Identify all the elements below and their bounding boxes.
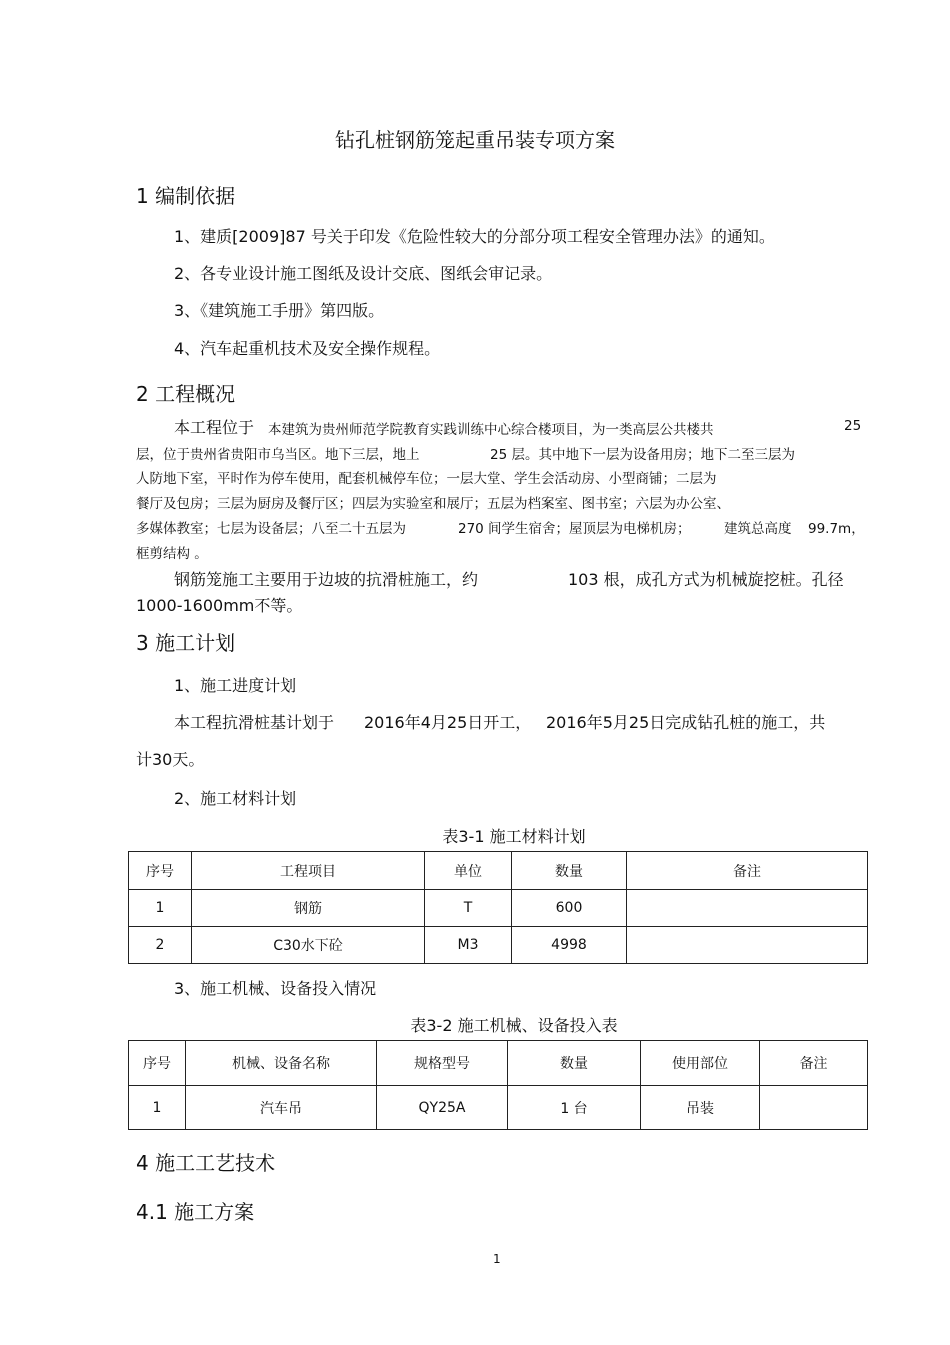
- table-cell: [627, 927, 868, 964]
- table-cell: 汽车吊: [186, 1086, 377, 1130]
- document-title: 钻孔桩钢筋笼起重吊装专项方案: [335, 128, 615, 152]
- table-header-cell: 序号: [129, 1041, 186, 1086]
- section-1-item-3: 3、《建筑施工手册》第四版。: [174, 301, 385, 320]
- overview-line-2a: 层，位于贵州省贵阳市乌当区。地下三层，地上: [136, 447, 420, 463]
- overview-line-5b: 270 间学生宿舍；屋顶层为电梯机房；: [458, 521, 691, 537]
- overview-lead: 本工程位于: [174, 418, 255, 437]
- table-header-cell: 工程项目: [192, 852, 425, 890]
- section-1-item-2: 2、各专业设计施工图纸及设计交底、图纸会审记录。: [174, 264, 553, 283]
- schedule-line-1c: 2016年5月25日完成钻孔桩的施工，共: [546, 713, 826, 732]
- overview-line-2b: 25 层。其中地下一层为设备用房；地下二至三层为: [490, 447, 795, 463]
- table-cell: 吊装: [641, 1086, 760, 1130]
- materials-table: [128, 851, 868, 964]
- table-header-row: [129, 1041, 868, 1086]
- table-header-cell: 备注: [627, 852, 868, 890]
- rebar-cage-line-1a: 钢筋笼施工主要用于边坡的抗滑桩施工，约: [174, 570, 479, 589]
- rebar-cage-line-1b: 103 根，成孔方式为机械旋挖桩。孔径: [568, 570, 844, 589]
- table-header-cell: 数量: [512, 852, 627, 890]
- section-2-heading: 2 工程概况: [136, 382, 236, 406]
- overview-line-4: 餐厅及包房；三层为厨房及餐厅区；四层为实验室和展厅；五层为档案室、图书室；六层为办公室、: [136, 496, 730, 512]
- overview-line-1: 本建筑为贵州师范学院教育实践训练中心综合楼项目，为一类高层公共楼共: [268, 422, 714, 438]
- table-header-cell: 数量: [508, 1041, 641, 1086]
- equipment-subheading: 3、施工机械、设备投入情况: [174, 979, 377, 998]
- overview-line-5c: 建筑总高度: [724, 521, 792, 537]
- table-cell: M3: [425, 927, 512, 964]
- table-header-row: [129, 852, 868, 890]
- table-cell: [760, 1086, 868, 1130]
- equipment-table: [128, 1040, 868, 1130]
- overview-line-3: 人防地下室，平时作为停车使用，配套机械停车位；一层大堂、学生会活动房、小型商铺；二层为: [136, 471, 717, 487]
- section-3-heading: 3 施工计划: [136, 631, 236, 655]
- table-row: [129, 890, 868, 927]
- table-cell: 4998: [512, 927, 627, 964]
- table-cell: 600: [512, 890, 627, 927]
- table-cell: 1: [129, 1086, 186, 1130]
- table-cell: 1 台: [508, 1086, 641, 1130]
- section-4-heading: 4 施工工艺技术: [136, 1151, 276, 1175]
- table-row: [129, 1086, 868, 1130]
- materials-subheading: 2、施工材料计划: [174, 789, 297, 808]
- table-row: [129, 927, 868, 964]
- overview-line-5d: 99.7m，: [808, 521, 865, 537]
- overview-floor-count: 25: [844, 418, 862, 434]
- section-1-item-1: 1、建质[2009]87 号关于印发《危险性较大的分部分项工程安全管理办法》的通知。: [174, 227, 775, 246]
- table-cell: T: [425, 890, 512, 927]
- table-header-cell: 备注: [760, 1041, 868, 1086]
- table-cell: 1: [129, 890, 192, 927]
- section-1-heading: 1 编制依据: [136, 184, 236, 208]
- table-cell: 2: [129, 927, 192, 964]
- table-1-caption: 表3-1 施工材料计划: [442, 827, 586, 846]
- schedule-line-1a: 本工程抗滑桩基计划于: [174, 713, 335, 732]
- table-header-cell: 使用部位: [641, 1041, 760, 1086]
- table-cell: C30水下砼: [192, 927, 425, 964]
- table-cell: QY25A: [377, 1086, 508, 1130]
- section-4-1-heading: 4.1 施工方案: [136, 1200, 255, 1224]
- table-header-cell: 规格型号: [377, 1041, 508, 1086]
- overview-line-5a: 多媒体教室；七层为设备层；八至二十五层为: [136, 521, 406, 537]
- section-1-item-4: 4、汽车起重机技术及安全操作规程。: [174, 339, 441, 358]
- table-cell: 钢筋: [192, 890, 425, 927]
- overview-line-6: 框剪结构 。: [136, 546, 208, 562]
- page-number: 1: [493, 1252, 501, 1266]
- table-cell: [627, 890, 868, 927]
- schedule-line-2: 计30天。: [136, 750, 205, 769]
- schedule-subheading: 1、施工进度计划: [174, 676, 297, 695]
- table-2-caption: 表3-2 施工机械、设备投入表: [410, 1016, 618, 1035]
- table-header-cell: 单位: [425, 852, 512, 890]
- rebar-cage-line-2: 1000-1600mm不等。: [136, 596, 303, 615]
- schedule-line-1b: 2016年4月25日开工，: [364, 713, 532, 732]
- table-header-cell: 序号: [129, 852, 192, 890]
- table-header-cell: 机械、设备名称: [186, 1041, 377, 1086]
